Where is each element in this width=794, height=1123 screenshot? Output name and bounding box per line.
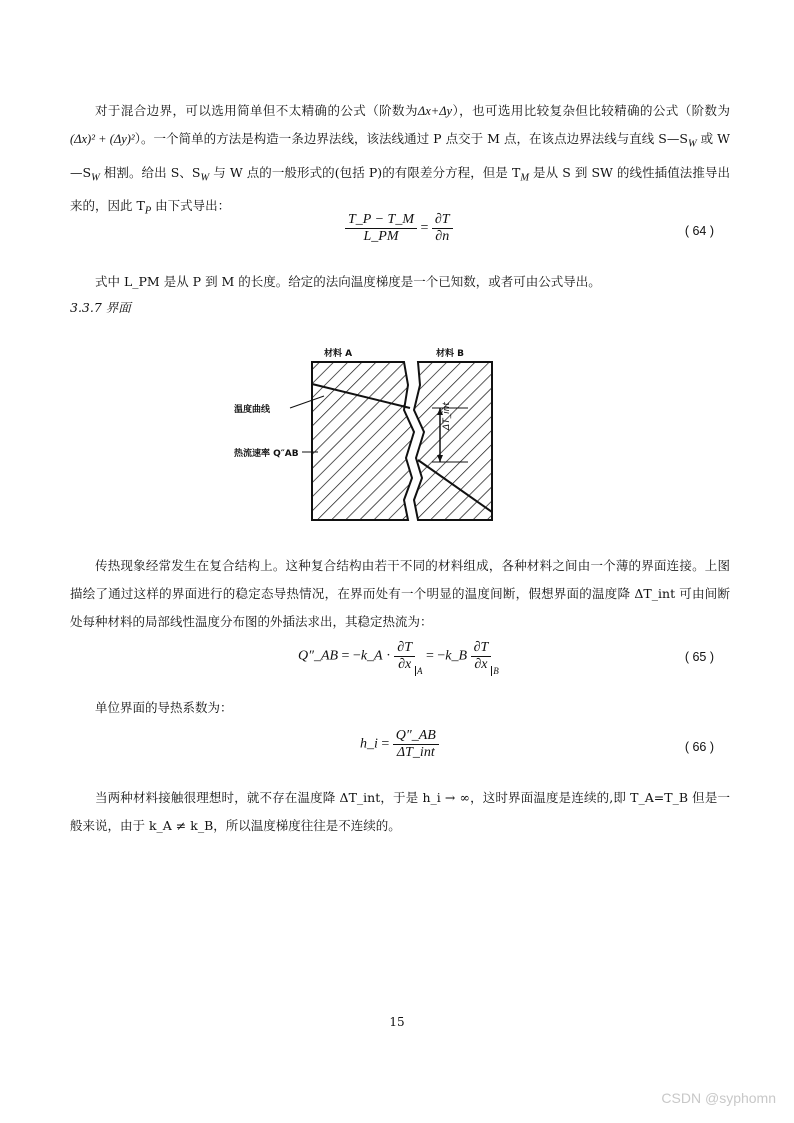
equation-66-number: ( 66 ) [684, 740, 714, 754]
eq66-fraction [393, 728, 439, 761]
eq66-denominator: ΔT_int [396, 745, 435, 760]
interface-figure [228, 340, 528, 530]
eq64-rhs-denominator: ∂n [435, 229, 450, 244]
sub-w1: W [687, 138, 697, 150]
sub-tm: M [520, 172, 530, 183]
csdn-watermark: CSDN @syphomn [661, 1090, 776, 1106]
paragraph-ideal-contact: 当两种材料接触很理想时，就不存在温度降 ΔT_int，于是 h_i → ∞，这时界面温度是连续的,即 T_A=T_B 但是一般来说，由于 k_A ≠ k_B，所以温度梯度往往是不连续的。 [70, 790, 730, 833]
eq66-lhs: h_i [360, 736, 378, 752]
eq64-rhs-fraction [432, 212, 453, 245]
para1-text-mid2: ）。一个简单的方法是构造一条边界法线，该法线通过 P 点交于 M 点，在该点边界法线与直线 S—S [134, 131, 688, 146]
equation-65-number: ( 65 ) [684, 650, 714, 664]
paragraph-mixed-boundary [70, 97, 730, 226]
order-simple: Δx+Δy [417, 104, 453, 118]
eq64-numerator: T_P − T_M [345, 212, 417, 229]
eq65-kb: k_B [445, 648, 468, 664]
eq65-frac-b-num: ∂T [471, 640, 492, 657]
page-number: 15 [389, 1015, 405, 1029]
eq65-frac-a-num: ∂T [394, 640, 415, 657]
para1-text-mid5: 与 W 点的一般形式的(包括 P)的有限差分方程，但是 T [209, 164, 521, 180]
eq66-numerator: Q″_AB [393, 728, 439, 745]
eq65-frac-b-den: ∂x [474, 657, 488, 672]
delta-t-label: ΔT_int [442, 402, 452, 430]
para1-text-mid1: ），也可选用比较复杂但比较精确的公式（阶数为 [452, 103, 730, 118]
para1-text-end: 是从 S 到 SW 的线性插值法推导出来的，因此 T [70, 164, 731, 213]
order-accurate: (Δx)² + (Δy)² [70, 132, 135, 146]
eq65-frac-a-den: ∂x [398, 657, 412, 672]
eq65-eval-a: A [417, 665, 423, 676]
equation-64 [345, 212, 453, 245]
eq64-equals: = [420, 220, 432, 236]
para1-text-tail: 由下式导出： [151, 198, 231, 213]
paragraph-lpm-definition: 式中 L_PM 是从 P 到 M 的长度。给定的法向温度梯度是一个已知数，或者可由公式导出。 [95, 274, 601, 289]
equation-66: h_i = $\frac{Q''\_AB}{\text{ΔT\_int}}$ [360, 728, 439, 761]
eq65-eval-b: B [493, 665, 499, 676]
sub-tp: P [144, 205, 152, 217]
sub-w2: W [91, 172, 100, 183]
eq65-ka: k_A [360, 648, 383, 664]
material-a-block [312, 362, 414, 520]
equation-65: Q″_AB = −k_A · $\frac{\partial T}{\partial x}$ $_A$ = −k_B $\frac{\partial T}{\partial x}$ $_B$ [298, 640, 499, 676]
eq65-frac-a [394, 640, 415, 673]
para1-text-intro: 对于混合边界，可以选用简单但不太精确的公式（阶数为 [95, 103, 418, 118]
paragraph-conductance-intro: 单位界面的导热系数为： [95, 700, 233, 715]
eq65-lhs: Q″_AB [298, 648, 339, 664]
paragraph-composite-structure: 传热现象经常发生在复合结构上。这种复合结构由若干不同的材料组成，各种材料之间由一个薄的界面连接。上图描绘了通过这样的界面进行的稳定态导热情况，在界而处有一个明显的温度间断，假想界面的温度降 ΔT_int 可由间断处每种材料的局部线性温度分布图的外插法求出，其稳定热流为： [70, 558, 730, 629]
interface-diagram [228, 340, 528, 530]
para1-text-mid4: 相割。给出 S、S [99, 164, 201, 180]
material-b-block [414, 362, 492, 520]
para1-text-mid3: 或 W—S [70, 131, 730, 180]
material-b-label: 材料 B [436, 349, 464, 359]
equation-64-number: ( 64 ) [684, 224, 714, 238]
eq64-rhs-numerator: ∂T [432, 212, 453, 229]
temp-curve-label: 温度曲线 [234, 405, 271, 415]
sub-w3: W [200, 172, 210, 183]
eq64-denominator: L_PM [363, 229, 399, 244]
eq64-lhs-fraction [345, 212, 417, 245]
material-a-label: 材料 A [324, 349, 353, 359]
heat-flux-label: 热流速率 Q″AB [234, 449, 299, 459]
eq65-frac-b [471, 640, 492, 673]
section-heading: 3.3.7 界面 [70, 300, 131, 315]
